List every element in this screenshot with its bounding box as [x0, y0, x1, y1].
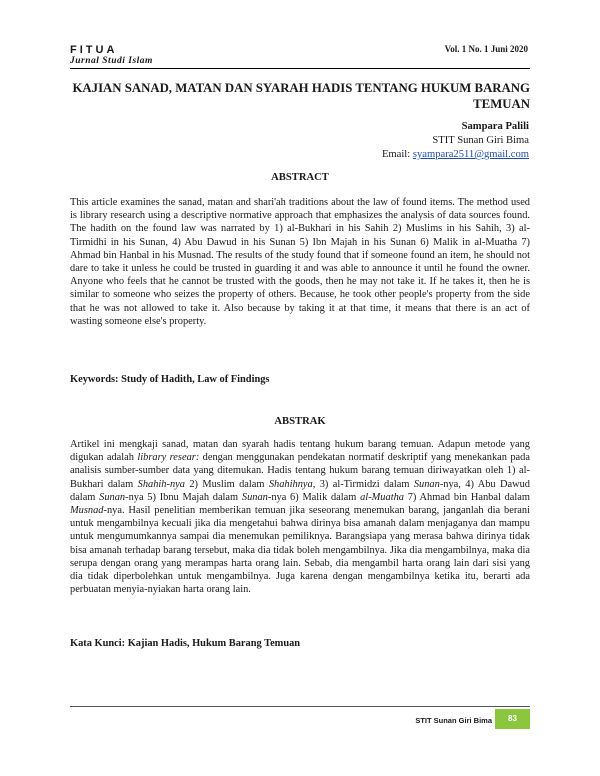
footer-divider: [70, 706, 530, 707]
article-title: KAJIAN SANAD, MATAN DAN SYARAH HADIS TENTANG HUKUM BARANG TEMUAN: [72, 81, 530, 111]
email-link[interactable]: syampara2511@gmail.com: [412, 149, 529, 160]
abstrak-heading: ABSTRAK: [274, 416, 326, 427]
journal-name: FITUA: [70, 44, 118, 56]
kata-kunci: Kata Kunci: Kajian Hadis, Hukum Barang Temuan: [70, 638, 301, 649]
page-number: 83: [495, 709, 530, 729]
header-divider: [70, 68, 530, 69]
author-name: Sampara Palili: [461, 121, 529, 132]
journal-subtitle: Jurnal Studi Islam: [70, 56, 153, 66]
author-affiliation: STIT Sunan Giri Bima: [432, 135, 529, 146]
author-block: [229, 120, 529, 162]
author-email-line: [229, 148, 529, 162]
abstract-heading: ABSTRACT: [271, 172, 329, 183]
footer-institution: STIT Sunan Giri Bima: [415, 716, 492, 725]
abstract-body: This article examines the sanad, matan and shari'ah traditions about the law of found items. The method used is library research using a descriptive normative approach that emphasizes the analysis of data sources found. The hadith on the found law was narrated by 1) al-Bukhari in his Sahih 2) Muslims in his Sahih, 3) al-Tirmidhi in his Sunan, 4) Abu Dawud in his Sunan 5) Ibn Majah in his Sunan 6) Malik in al-Muatha 7) Ahmad bin Hanbal in his Musnad. The results of the study found that if someone found an item, he should not dare to take it unless he could be trusted in guarding it and was able to announce it until he found the owner. Anyone who feels that he cannot be trusted with the goods, then he may not take it. If he takes it, then he is similar to someone who seizes the property of others. Because, he took other people's property from the side that he was not allowed to take it. Also because by taking it at that time, it means that there is an act of wasting someone else's property.: [70, 197, 530, 327]
abstrak-body: Artikel ini mengkaji sanad, matan dan syarah hadis tentang hukum barang temuan. Adapun metode yang digukan adalah library resear: dengan menggunakan pendekatan normatif deskriptif yang menekankan pada analisis sumber-sumber data yang ditemukan. Hadis tentang hukum barang temuan diriwayatkan oleh 1) al-Bukhari dalam Shahih-nya 2) Muslim dalam Shahihnya, 3) al-Tirmidzi dalam Sunan-nya, 4) Abu Dawud dalam Sunan-nya 5) Ibnu Majah dalam Sunan-nya 6) Malik dalam al-Muatha 7) Ahmad bin Hanbal dalam Musnad-nya. Hasil penelitian memberikan temuan jika seseorang menemukan barang, janganlah dia berani untuk mengambilnya kecuali jika dia mengetahui bahwa dirinya bisa amanah dalam menjaganya dan mampu untuk mengumumkannya sampai dia menemukan pemiliknya. Barangsiapa yang merasa bahwa dirinya tidak bisa amanah terhadap barang tersebut, maka dia tidak boleh mengambilnya. Jika dia mengambilnya, maka dia serupa dengan orang yang merampas harta orang lain. Sebab, dia mengambil harta orang lain dari sisi yang dia tidak diperbolehkan untuk mengambilnya. Juga karena dengan mengambilnya ketika itu, berarti ada perbuatan menyia-nyiakan harta orang lain.: [70, 439, 530, 596]
email-label: Email:: [381, 149, 411, 160]
issue-info: Vol. 1 No. 1 Juni 2020: [444, 44, 528, 54]
keywords: Keywords: Study of Hadith, Law of Findings: [70, 374, 270, 385]
